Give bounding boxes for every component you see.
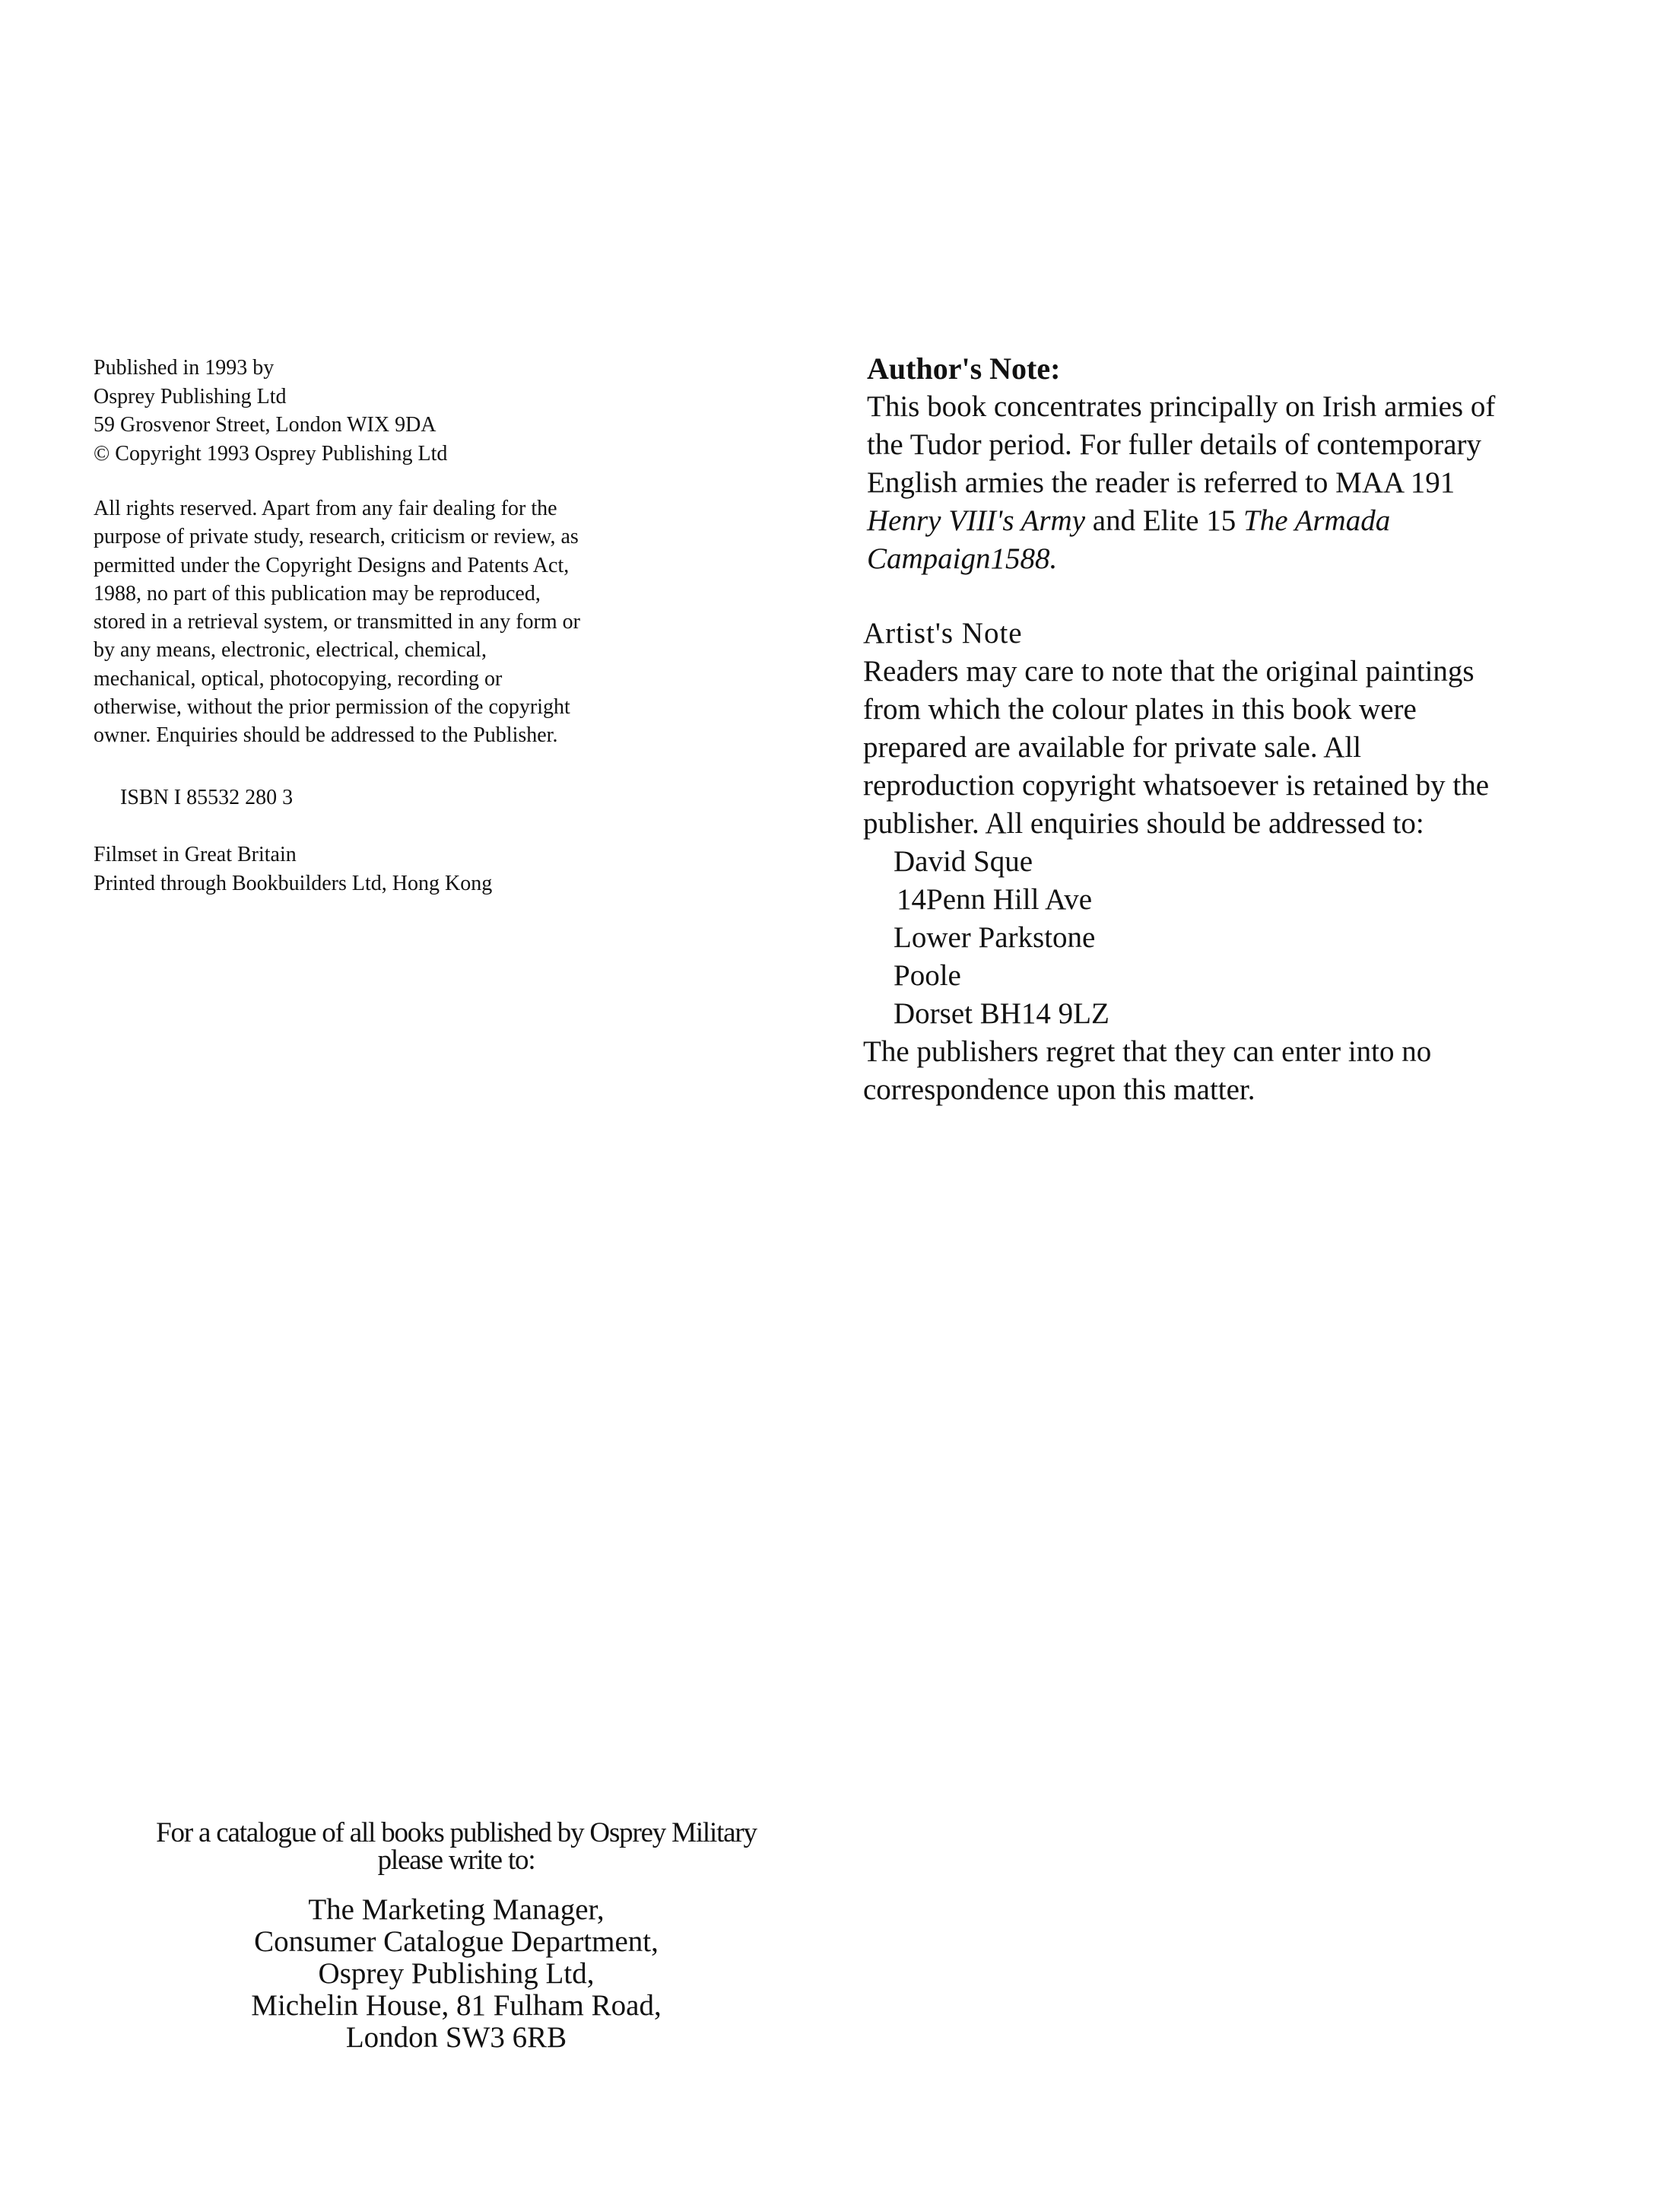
contact-line: The Marketing Manager,: [308, 1893, 605, 1926]
isbn: ISBN I 85532 280 3: [120, 786, 294, 809]
authors-note-line: the Tudor period. For fuller details of contemporary: [867, 428, 1482, 461]
artist-address: [894, 843, 1109, 1033]
book-title: Campaign1588.: [867, 542, 1058, 575]
address-line: David Sque: [894, 845, 1033, 878]
book-title: Henry VIII's Army: [867, 504, 1086, 537]
rights-line: purpose of private study, research, criticism or review, as: [94, 525, 579, 549]
catalogue-line: For a catalogue of all books published by Osprey Military: [156, 1817, 757, 1848]
rights-line: by any means, electronic, electrical, chemical,: [94, 638, 487, 663]
authors-note-text: and Elite 15: [1085, 504, 1243, 537]
book-title: The Armada: [1243, 504, 1391, 537]
rights-line: 1988, no part of this publication may be reproduced,: [94, 581, 541, 605]
rights-notice: [94, 494, 580, 750]
print-line: Printed through Bookbuilders Ltd, Hong Kong: [94, 871, 493, 895]
authors-note-heading: Author's Note:: [867, 351, 1061, 386]
artists-note-closing: [863, 1033, 1431, 1109]
rights-line: All rights reserved. Apart from any fair dealing for the: [94, 497, 557, 520]
publisher-line: 59 Grosvenor Street, London WIX 9DA: [94, 413, 436, 437]
rights-line: otherwise, without the prior permission of the copyright: [94, 695, 570, 720]
catalogue-line: please write to:: [377, 1845, 535, 1876]
authors-note-line: English armies the reader is referred to MAA 191: [867, 466, 1455, 499]
publisher-info: [94, 354, 447, 468]
catalogue-contact: [122, 1894, 791, 2054]
closing-line: correspondence upon this matter.: [863, 1073, 1255, 1106]
copyright-line: © Copyright 1993 Osprey Publishing Ltd: [94, 441, 448, 466]
closing-line: The publishers regret that they can enter into no: [863, 1035, 1432, 1068]
authors-note-line: [867, 502, 1495, 540]
contact-line: London SW3 6RB: [345, 2021, 567, 2054]
address-line: Poole: [894, 959, 961, 992]
artists-note-line: Readers may care to note that the original paintings: [863, 655, 1474, 688]
print-line: Filmset in Great Britain: [94, 843, 297, 866]
artists-note-line: from which the colour plates in this book were: [863, 693, 1417, 726]
contact-line: Osprey Publishing Ltd,: [318, 1957, 595, 1990]
address-line: Dorset BH14 9LZ: [894, 997, 1109, 1030]
artists-note-line: publisher. All enquiries should be addressed to:: [863, 807, 1424, 840]
contact-line: Consumer Catalogue Department,: [254, 1925, 659, 1958]
artists-note-body: [863, 653, 1489, 843]
rights-line: mechanical, optical, photocopying, recording or: [94, 666, 503, 691]
artists-note-heading: Artist's Note: [863, 617, 1023, 650]
contact-line: Michelin House, 81 Fulham Road,: [251, 1989, 662, 2022]
authors-note-body: [867, 388, 1495, 578]
artists-note-line: prepared are available for private sale. All: [863, 731, 1362, 764]
authors-note-line: This book concentrates principally on Irish armies of: [867, 390, 1496, 423]
address-line: Lower Parkstone: [894, 921, 1096, 954]
catalogue-intro: [122, 1819, 791, 1874]
rights-line: owner. Enquiries should be addressed to the Publisher.: [94, 723, 558, 748]
rights-line: permitted under the Copyright Designs and Patents Act,: [94, 553, 570, 577]
publisher-line: Published in 1993 by: [94, 356, 275, 380]
publisher-line: Osprey Publishing Ltd: [94, 384, 287, 408]
print-info: [94, 841, 492, 898]
artists-note-line: reproduction copyright whatsoever is retained by the: [863, 769, 1490, 802]
rights-line: stored in a retrieval system, or transmitted in any form or: [94, 610, 580, 634]
address-line: 14Penn Hill Ave: [897, 883, 1093, 916]
